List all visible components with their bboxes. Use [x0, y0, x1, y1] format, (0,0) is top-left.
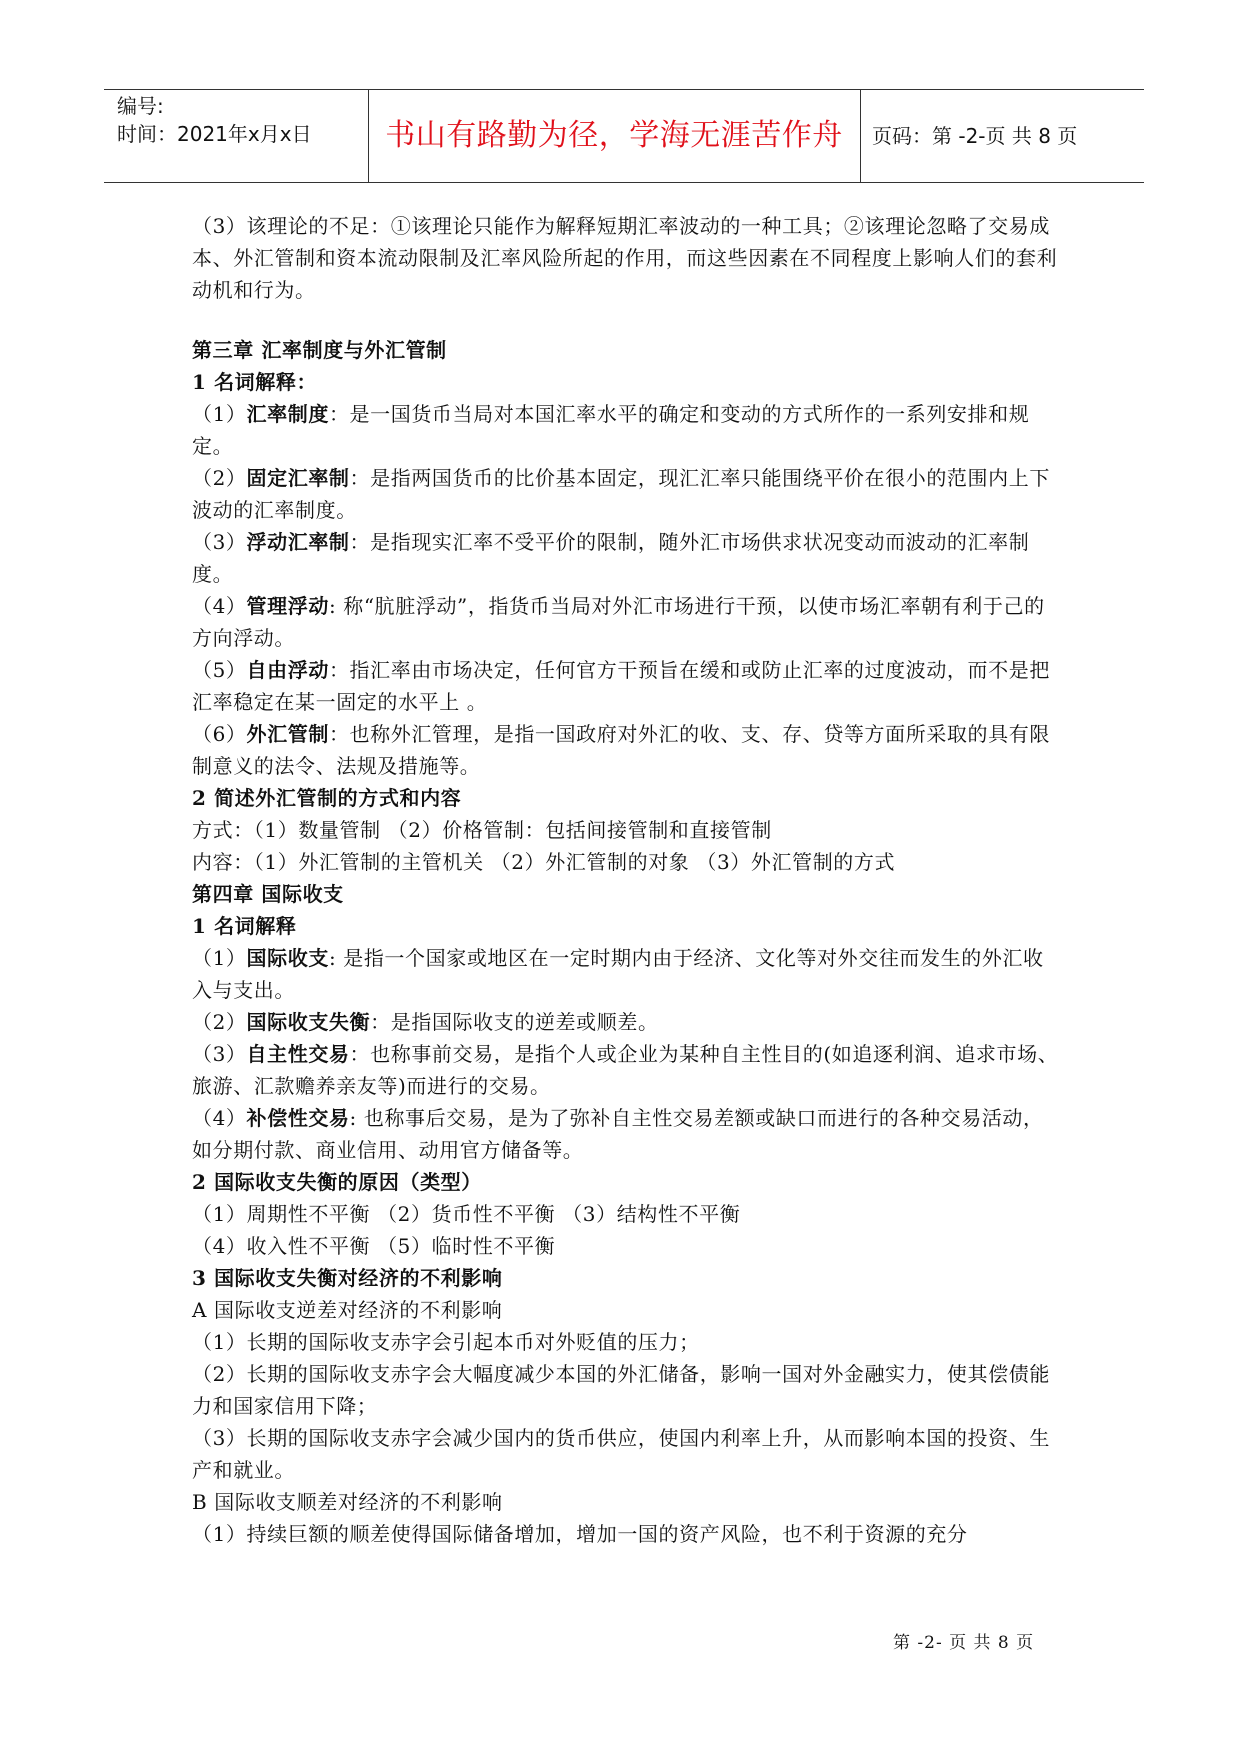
header-bottom-rule — [104, 182, 1144, 183]
term-item: （1）汇率制度：是一国货币当局对本国汇率水平的确定和变动的方式所作的一系列安排和规定。 — [192, 402, 1030, 458]
paragraph: （1）长期的国际收支赤字会引起本币对外贬值的压力； — [192, 1330, 700, 1354]
paragraph: （1）周期性不平衡 （2）货币性不平衡 （3）结构性不平衡 — [192, 1202, 741, 1226]
term-item: （3）自主性交易：也称事前交易，是指个人或企业为某种自主性目的(如追逐利润、追求市场、旅游、汇款赡养亲友等)而进行的交易。 — [192, 1042, 1059, 1098]
paragraph: （2）长期的国际收支赤字会大幅度减少本国的外汇储备，影响一国对外金融实力，使其偿债能力和国家信用下降； — [192, 1362, 1050, 1418]
paragraph: （3）该理论的不足：①该理论只能作为解释短期汇率波动的一种工具；②该理论忽略了交易成本、外汇管制和资本流动限制及汇率风险所起的作用，而这些因素在不同程度上影响人们的套利动机和行为。 — [192, 214, 1058, 302]
document-body — [192, 210, 1060, 1550]
term-item: （4）管理浮动: 称“肮脏浮动”，指货币当局对外汇市场进行干预，以使市场汇率朝有利于己的方向浮动。 — [192, 594, 1045, 650]
serial-label: 编号: — [117, 94, 164, 118]
term: 浮动汇率制 — [246, 530, 350, 554]
header-divider-right — [860, 90, 861, 182]
term-item: （5）自由浮动：指汇率由市场决定，任何官方干预旨在缓和或防止汇率的过度波动，而不是把汇率稳定在某一固定的水平上 。 — [192, 658, 1050, 714]
header-top-rule — [104, 89, 1144, 90]
term: 国际收支失衡 — [246, 1010, 371, 1034]
term: 固定汇率制 — [246, 466, 350, 490]
header-motto: 书山有路勤为径，学海无涯苦作舟 — [385, 118, 843, 153]
footer-page-number: 第 -2- 页 共 8 页 — [893, 1633, 1035, 1653]
term: 补偿性交易 — [246, 1106, 350, 1130]
section-title: 1 名词解释 — [192, 914, 297, 938]
term: 自主性交易 — [246, 1042, 350, 1066]
time-label: 时间：2021年x月x日 — [117, 122, 312, 146]
chapter-title: 第三章 汇率制度与外汇管制 — [192, 338, 447, 362]
header-meta — [117, 92, 312, 148]
term-item: （4）补偿性交易: 也称事后交易，是为了弥补自主性交易差额或缺口而进行的各种交易活动，如分期付款、商业信用、动用官方储备等。 — [192, 1106, 1044, 1162]
paragraph: 方式：（1）数量管制 （2）价格管制：包括间接管制和直接管制 — [192, 818, 772, 842]
header-divider-left — [368, 90, 369, 182]
section-title: 3 国际收支失衡对经济的不利影响 — [192, 1266, 503, 1290]
term: 国际收支 — [246, 946, 329, 970]
paragraph: 内容：（1）外汇管制的主管机关 （2）外汇管制的对象 （3）外汇管制的方式 — [192, 850, 896, 874]
term-item: （2）国际收支失衡：是指国际收支的逆差或顺差。 — [192, 1010, 659, 1034]
section-title: 2 国际收支失衡的原因（类型） — [192, 1170, 482, 1194]
term-item: （3）浮动汇率制：是指现实汇率不受平价的限制，随外汇市场供求状况变动而波动的汇率制度。 — [192, 530, 1030, 586]
subsection-title: B 国际收支顺差对经济的不利影响 — [192, 1490, 503, 1514]
term: 汇率制度 — [246, 402, 329, 426]
term: 管理浮动 — [246, 594, 329, 618]
term: 自由浮动 — [246, 658, 329, 682]
chapter-title: 第四章 国际收支 — [192, 882, 344, 906]
term-item: （2）固定汇率制：是指两国货币的比价基本固定，现汇汇率只能围绕平价在很小的范围内上下波动的汇率制度。 — [192, 466, 1050, 522]
header-page-info: 页码：第 -2-页 共 8 页 — [872, 124, 1078, 148]
paragraph: （1）持续巨额的顺差使得国际储备增加，增加一国的资产风险，也不利于资源的充分 — [192, 1522, 968, 1546]
subsection-title: A 国际收支逆差对经济的不利影响 — [192, 1298, 503, 1322]
paragraph: （4）收入性不平衡 （5）临时性不平衡 — [192, 1234, 556, 1258]
section-title: 2 简述外汇管制的方式和内容 — [192, 786, 462, 810]
section-title: 1 名词解释： — [192, 370, 318, 394]
term-item: （6）外汇管制：也称外汇管理，是指一国政府对外汇的收、支、存、贷等方面所采取的具有限制意义的法令、法规及措施等。 — [192, 722, 1050, 778]
paragraph: （3）长期的国际收支赤字会减少国内的货币供应，使国内利率上升，从而影响本国的投资、生产和就业。 — [192, 1426, 1050, 1482]
term: 外汇管制 — [246, 722, 329, 746]
term-item: （1）国际收支: 是指一个国家或地区在一定时期内由于经济、文化等对外交往而发生的外汇收入与支出。 — [192, 946, 1044, 1002]
